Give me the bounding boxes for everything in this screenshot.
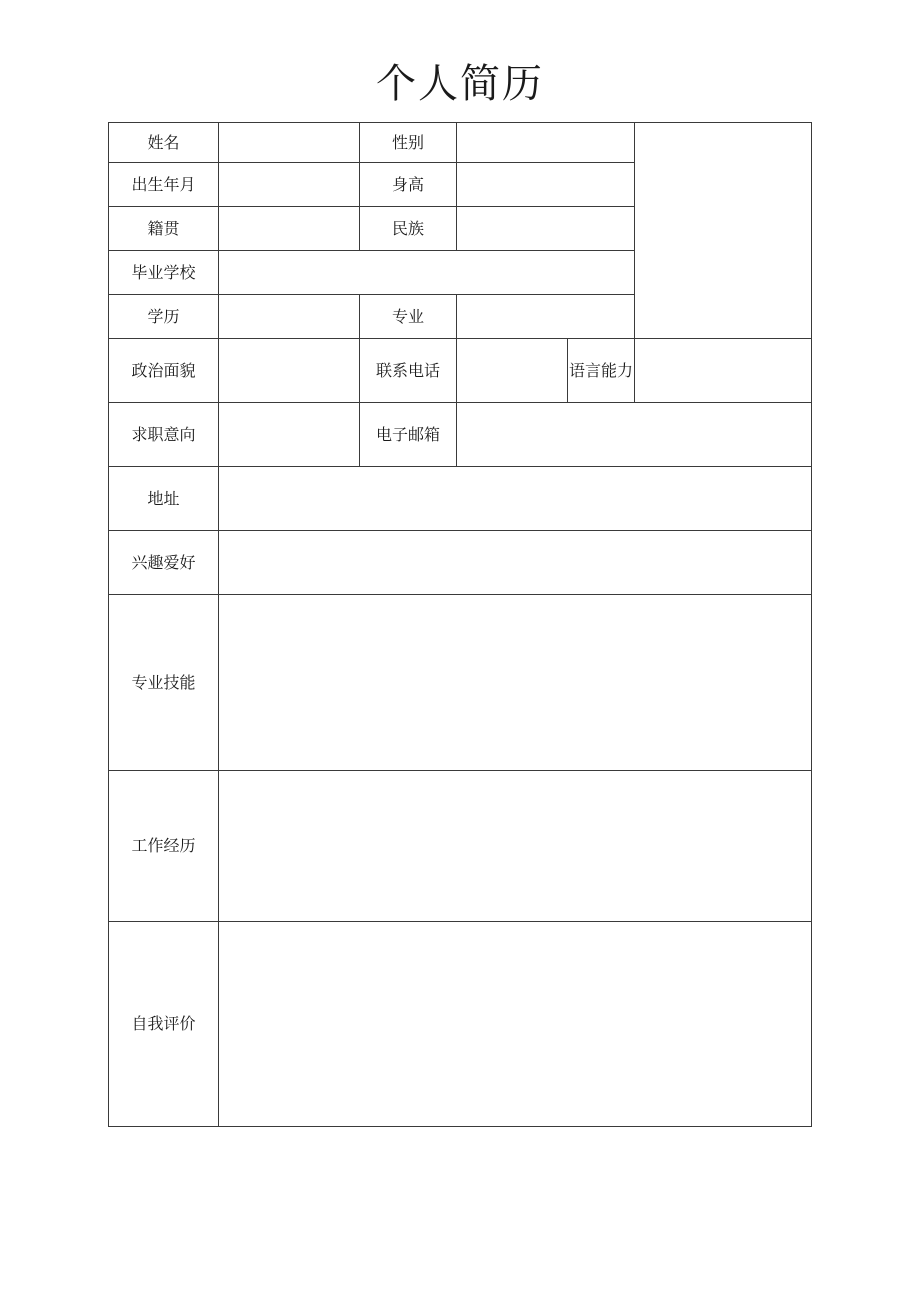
political-status-field[interactable] <box>219 339 360 403</box>
political-status-label: 政治面貌 <box>109 339 219 403</box>
gender-label: 性别 <box>360 123 457 163</box>
work-experience-field[interactable] <box>219 771 812 922</box>
phone-label: 联系电话 <box>360 339 457 403</box>
self-evaluation-label: 自我评价 <box>109 922 219 1127</box>
name-label: 姓名 <box>109 123 219 163</box>
school-label: 毕业学校 <box>109 251 219 295</box>
native-place-field[interactable] <box>219 207 360 251</box>
page-title: 个人简历 <box>376 61 544 107</box>
height-label: 身高 <box>360 163 457 207</box>
school-field[interactable] <box>219 251 635 295</box>
address-label: 地址 <box>109 467 219 531</box>
ethnicity-field[interactable] <box>457 207 635 251</box>
education-label: 学历 <box>109 295 219 339</box>
email-label: 电子邮箱 <box>360 403 457 467</box>
job-intention-label: 求职意向 <box>109 403 219 467</box>
language-field[interactable] <box>635 339 812 403</box>
resume-form-table <box>108 122 812 1127</box>
job-intention-field[interactable] <box>219 403 360 467</box>
native-place-label: 籍贯 <box>109 207 219 251</box>
education-field[interactable] <box>219 295 360 339</box>
skills-field[interactable] <box>219 595 812 771</box>
name-field[interactable] <box>219 123 360 163</box>
work-experience-label: 工作经历 <box>109 771 219 922</box>
skills-label: 专业技能 <box>109 595 219 771</box>
major-field[interactable] <box>457 295 635 339</box>
language-label: 语言能力 <box>568 339 635 403</box>
birth-label: 出生年月 <box>109 163 219 207</box>
birth-field[interactable] <box>219 163 360 207</box>
hobbies-label: 兴趣爱好 <box>109 531 219 595</box>
height-field[interactable] <box>457 163 635 207</box>
photo-area[interactable] <box>635 123 812 339</box>
address-field[interactable] <box>219 467 812 531</box>
major-label: 专业 <box>360 295 457 339</box>
self-evaluation-field[interactable] <box>219 922 812 1127</box>
gender-field[interactable] <box>457 123 635 163</box>
ethnicity-label: 民族 <box>360 207 457 251</box>
hobbies-field[interactable] <box>219 531 812 595</box>
email-field[interactable] <box>457 403 812 467</box>
phone-field[interactable] <box>457 339 568 403</box>
